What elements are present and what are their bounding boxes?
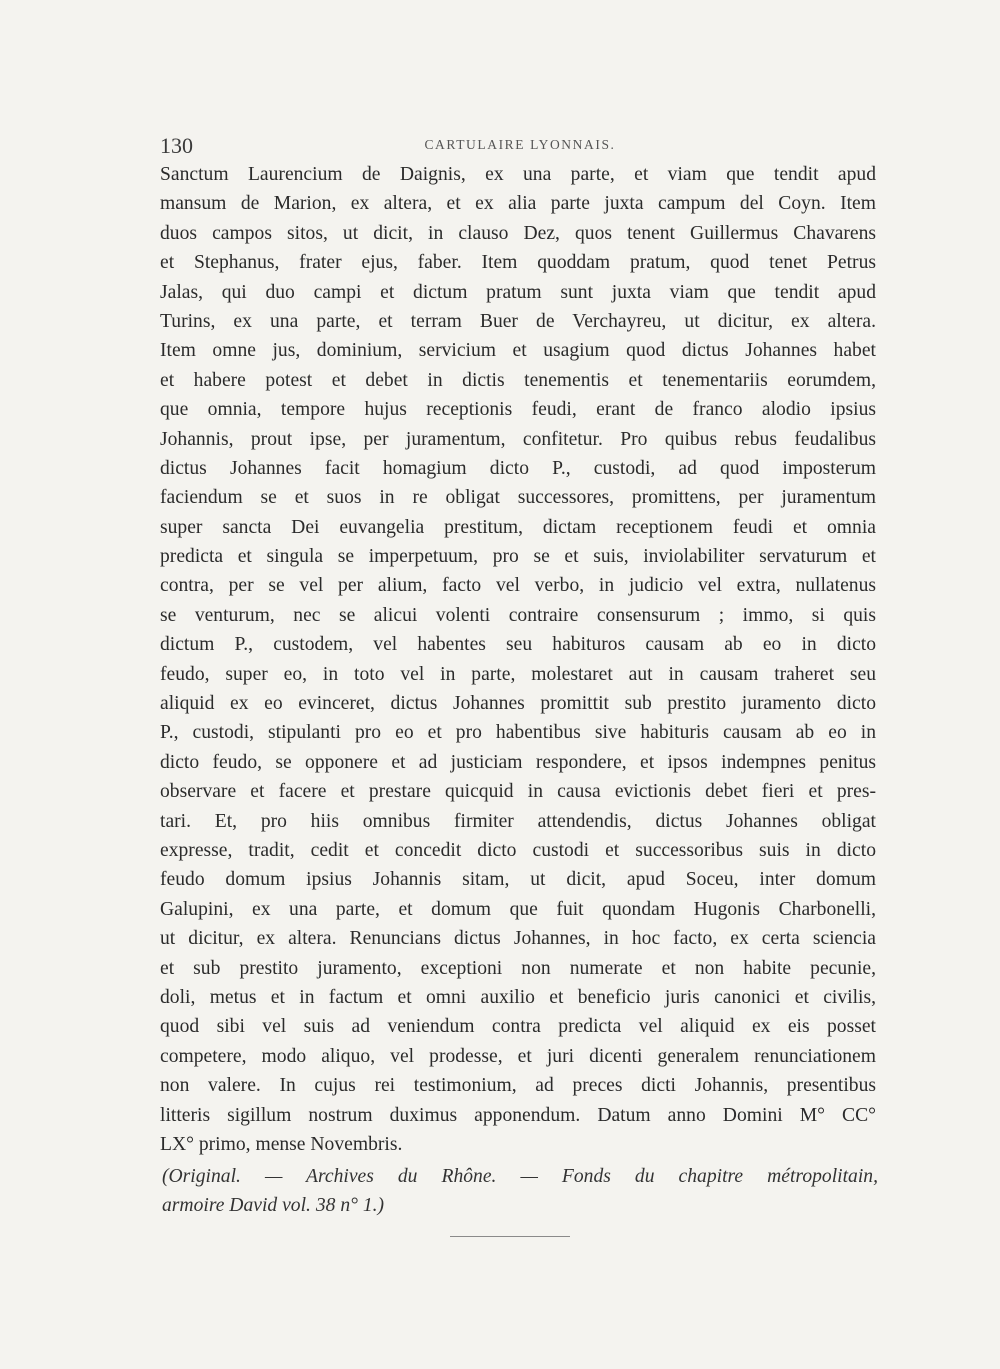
charter-text (160, 160, 876, 1159)
text-line: Galupini, ex una parte, et domum que fuit quondam Hugonis Charbonelli, (160, 898, 876, 920)
text-line: Johannis, prout ipse, per juramentum, confitetur. Pro quibus rebus feudalibus (160, 428, 876, 450)
text-line: expresse, tradit, cedit et concedit dicto custodi et successoribus suis in dicto (160, 839, 876, 861)
text-line: Jalas, qui duo campi et dictum pratum sunt juxta viam que tendit apud (160, 281, 876, 303)
running-title: CARTULAIRE LYONNAIS. (424, 137, 616, 152)
text-line: et sub prestito juramento, exceptioni non numerate et non habite pecunie, (160, 957, 876, 979)
text-line: dicto feudo, se opponere et ad justiciam respondere, et ipsos indempnes penitus (160, 751, 876, 773)
text-line: aliquid ex eo evinceret, dictus Johannes promittit sub prestito juramento dicto (160, 693, 876, 715)
page-header (160, 133, 880, 159)
text-line: observare et facere et prestare quicquid in causa evictionis debet fieri et pres- (160, 781, 876, 803)
text-line: competere, modo aliquo, vel prodesse, et juri dicenti generalem renunciationem (160, 1045, 876, 1067)
text-line: duos campos sitos, ut dicit, in clauso Dez, quos tenent Guillermus Chavarens (160, 222, 876, 244)
text-line: que omnia, tempore hujus receptionis feudi, erant de franco alodio ipsius (160, 399, 876, 421)
text-line: et Stephanus, frater ejus, faber. Item quoddam pratum, quod tenet Petrus (160, 252, 876, 274)
text-line: LX° primo, mense Novembris. (160, 1133, 403, 1155)
text-line: dictus Johannes facit homagium dicto P., custodi, ad quod imposterum (160, 457, 876, 479)
text-line: feudo domum ipsius Johannis sitam, ut dicit, apud Soceu, inter domum (160, 869, 876, 891)
source-citation (162, 1162, 878, 1220)
text-line: feudo, super eo, in toto vel in parte, molestaret aut in causam traheret seu (160, 663, 876, 685)
text-line: doli, metus et in factum et omni auxilio et beneficio juris canonici et civilis, (160, 986, 876, 1008)
text-line: litteris sigillum nostrum duximus apponendum. Datum anno Domini M° CC° (160, 1104, 876, 1126)
text-line: dictum P., custodem, vel habentes seu habituros causam ab eo in dicto (160, 634, 876, 656)
closing-rule (450, 1236, 570, 1237)
text-line: P., custodi, stipulanti pro eo et pro habentibus sive habituris causam ab eo in (160, 722, 876, 744)
text-line: non valere. In cujus rei testimonium, ad preces dicti Johannis, presentibus (160, 1075, 876, 1097)
text-line: tari. Et, pro hiis omnibus firmiter attendendis, dictus Johannes obligat (160, 810, 876, 832)
text-line: predicta et singula se imperpetuum, pro se et suis, inviolabiliter servaturum et (160, 546, 876, 568)
text-line: contra, per se vel per alium, facto vel verbo, in judicio vel extra, nullatenus (160, 575, 876, 597)
source-line: (Original. — Archives du Rhône. — Fonds du chapitre métropolitain, (162, 1166, 878, 1187)
text-line: mansum de Marion, ex altera, et ex alia parte juxta campum del Coyn. Item (160, 193, 876, 215)
text-line: super sancta Dei euvangelia prestitum, dictam receptionem feudi et omnia (160, 516, 876, 538)
text-line: faciendum se et suos in re obligat successores, promittens, per juramentum (160, 487, 876, 509)
page-number: 130 (160, 133, 193, 158)
text-line: quod sibi vel suis ad veniendum contra predicta vel aliquid ex eis posset (160, 1016, 876, 1038)
text-line: ut dicitur, ex altera. Renuncians dictus Johannes, in hoc facto, ex certa sciencia (160, 928, 876, 950)
text-line: Item omne jus, dominium, servicium et usagium quod dictus Johannes habet (160, 340, 876, 362)
text-line: Sanctum Laurencium de Daignis, ex una parte, et viam que tendit apud (160, 164, 876, 185)
text-line: se venturum, nec se alicui volenti contraire consensurum ; immo, si quis (160, 604, 876, 626)
text-line: Turins, ex una parte, et terram Buer de Verchayreu, ut dicitur, ex altera. (160, 310, 876, 332)
text-line: et habere potest et debet in dictis tenementis et tenementariis eorumdem, (160, 369, 876, 391)
source-line: armoire David vol. 38 n° 1.) (162, 1195, 385, 1216)
